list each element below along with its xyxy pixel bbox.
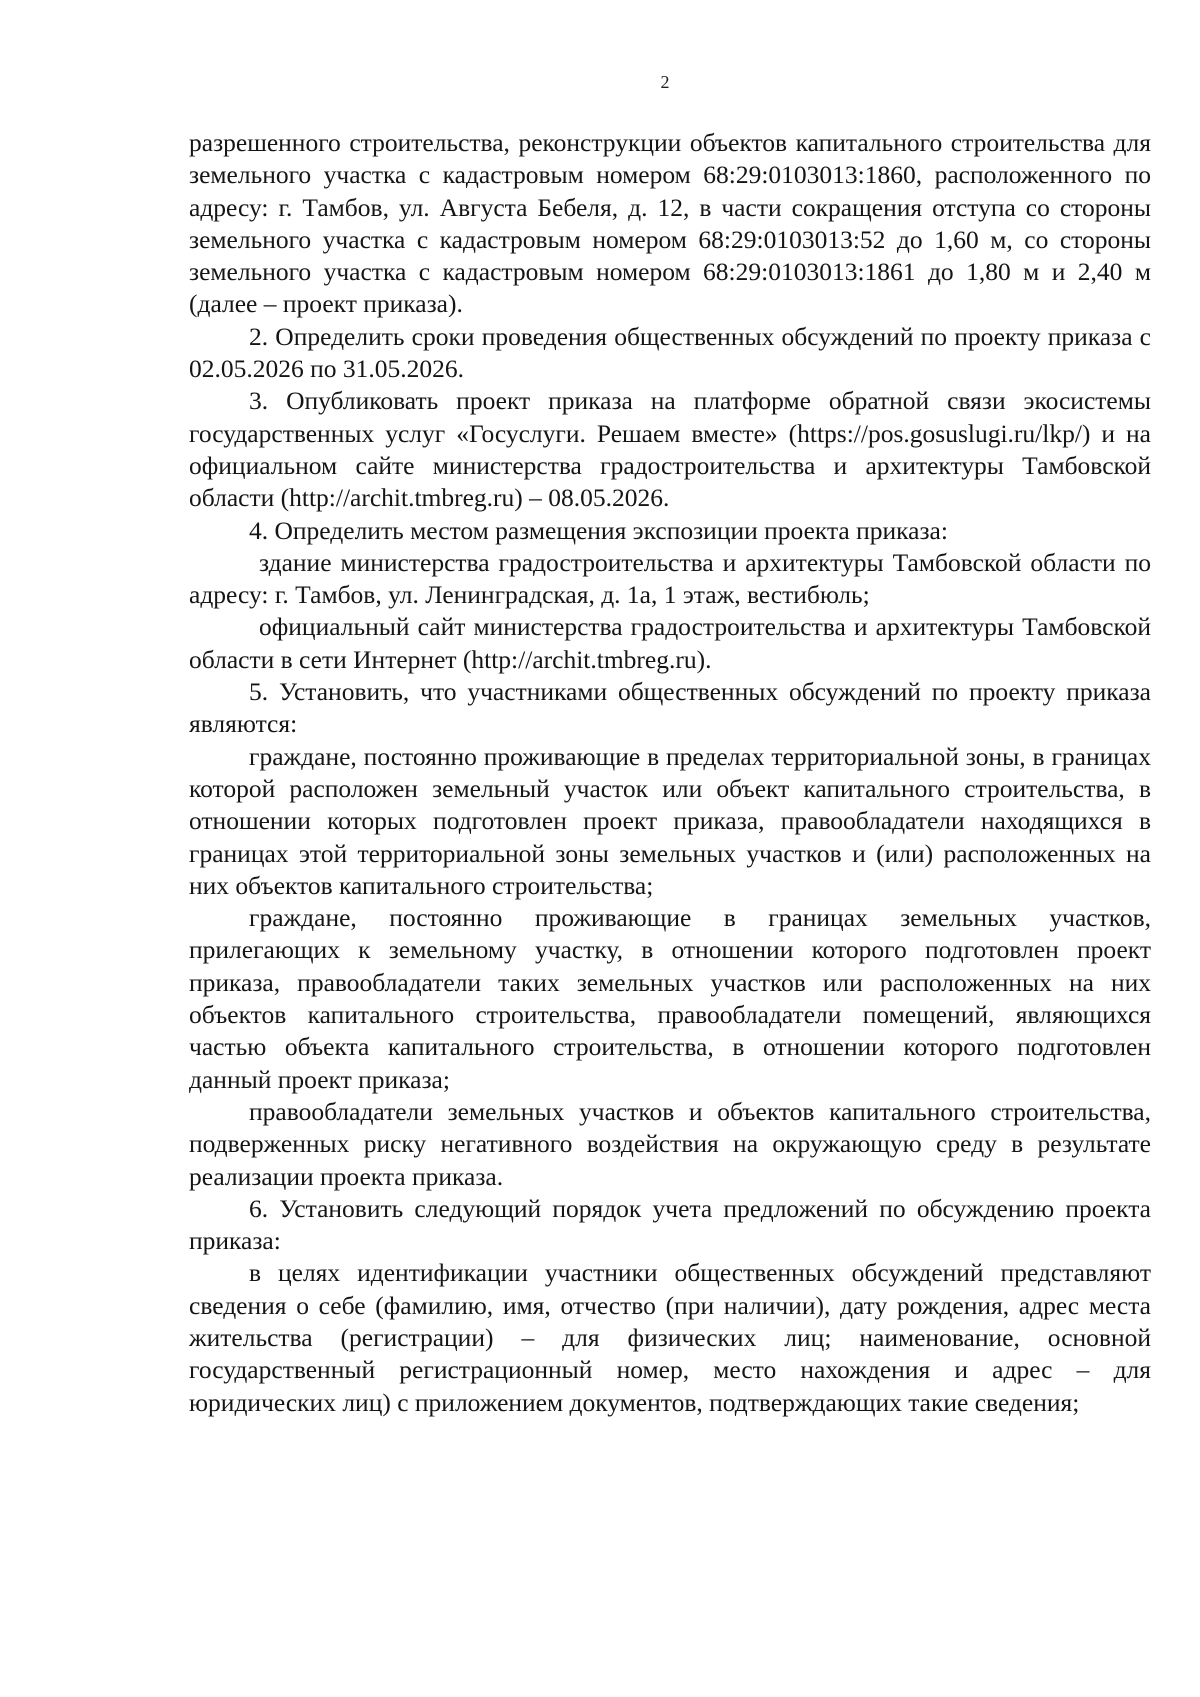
paragraph-item-6: 6. Установить следующий порядок учета предложений по обсуждению проекта приказа: bbox=[189, 1193, 1151, 1256]
page-number: 2 bbox=[660, 72, 670, 92]
paragraph-item-6-identification: в целях идентификации участники общественных обсуждений представляют сведения о себе (фамилию, имя, отчество (при наличии), дату рождения, адрес места жительства (регистрации) – для физических лиц; наименование, основной государственный регистрационный номер, место нахождения и адрес – для юридических лиц) с приложением документов, подтверждающих такие сведения; bbox=[189, 1258, 1151, 1417]
document-body bbox=[189, 127, 1151, 1419]
paragraph-item-3: 3. Опубликовать проект приказа на платформе обратной связи экосистемы государственных услуг «Госуслуги. Решаем вместе» (https://pos.gosuslugi.ru/lkp/) и на официальном сайте министерства градостроительства и архитектуры Тамбовской области (http://archit.tmbreg.ru) – 08.05.2026. bbox=[189, 386, 1151, 513]
paragraph-1-continuation: разрешенного строительства, реконструкции объектов капитального строительства для земельного участка с кадастровым номером 68:29:0103013:1860, расположенного по адресу: г. Тамбов, ул. Августа Бебеля, д. 12, в части сокращения отступа со стороны земельного участка с кадастровым номером 68:29:0103013:52 до 1,60 м, со стороны земельного участка с кадастровым номером 68:29:0103013:1861 до 1,80 м и 2,40 м (далее – проект приказа). bbox=[189, 128, 1151, 319]
paragraph-item-5-participants-zone: граждане, постоянно проживающие в пределах территориальной зоны, в границах которой расположен земельный участок или объект капитального строительства, в отношении которых подготовлен проект приказа, правообладатели находящихся в границах этой территориальной зоны земельных участков и (или) расположенных на них объектов капитального строительства; bbox=[189, 741, 1151, 900]
paragraph-item-2: 2. Определить сроки проведения общественных обсуждений по проекту приказа с 02.05.2026 по 31.05.2026. bbox=[189, 321, 1151, 384]
paragraph-item-4-location-building: здание министерства градостроительства и архитектуры Тамбовской области по адресу: г. Тамбов, ул. Ленинградская, д. 1а, 1 этаж, вестибюль; bbox=[189, 547, 1151, 610]
paragraph-item-4: 4. Определить местом размещения экспозиции проекта приказа: bbox=[249, 515, 948, 545]
paragraph-item-5-participants-risk: правообладатели земельных участков и объектов капитального строительства, подверженных риску негативного воздействия на окружающую среду в результате реализации проекта приказа. bbox=[189, 1096, 1151, 1191]
paragraph-item-5: 5. Установить, что участниками общественных обсуждений по проекту приказа являются: bbox=[189, 677, 1151, 739]
paragraph-item-4-location-website: официальный сайт министерства градостроительства и архитектуры Тамбовской области в сети Интернет (http://archit.tmbreg.ru). bbox=[189, 612, 1151, 674]
paragraph-item-5-participants-adjacent: граждане, постоянно проживающие в границах земельных участков, прилегающих к земельному участку, в отношении которого подготовлен проект приказа, правообладатели таких земельных участков или расположенных на них объектов капитального строительства, правообладатели помещений, являющихся частью объекта капитального строительства, в отношении которого подготовлен данный проект приказа; bbox=[189, 903, 1151, 1094]
